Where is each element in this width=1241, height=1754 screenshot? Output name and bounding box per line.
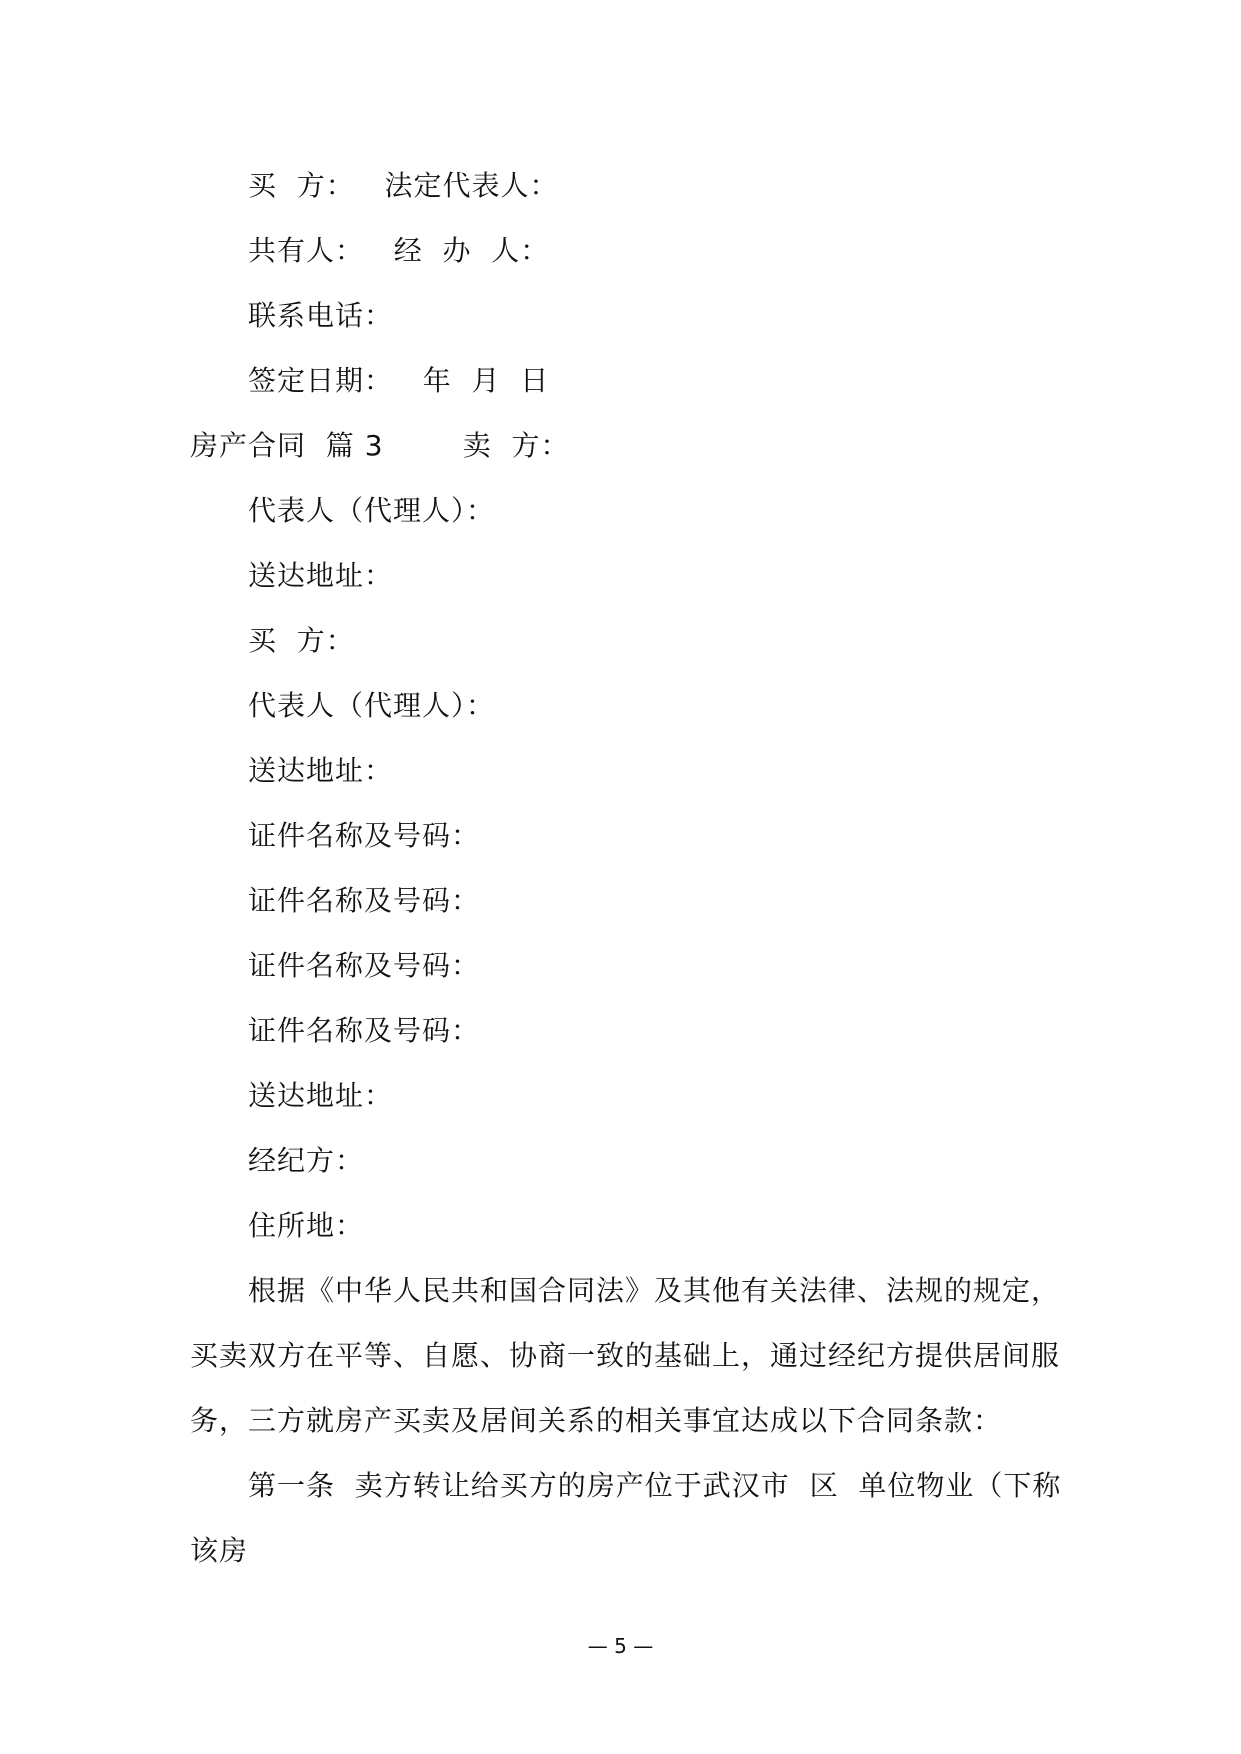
article-one-line-1: 第一条 卖方转让给买方的房产位于武汉市 区 单位物业（下称 bbox=[248, 1469, 1062, 1502]
seller-address-line: 送达地址： bbox=[248, 559, 394, 592]
buyer-line: 买 方： bbox=[248, 624, 355, 657]
residence-line: 住所地： bbox=[248, 1209, 365, 1242]
service-address-line: 送达地址： bbox=[248, 1079, 394, 1112]
page-number: — 5 — bbox=[587, 1634, 654, 1658]
article-one-line-2: 该房 bbox=[190, 1534, 249, 1567]
id-document-line-3: 证件名称及号码： bbox=[248, 949, 481, 982]
co-owner-handler-line: 共有人： 经 办 人： bbox=[248, 234, 550, 267]
id-document-line-2: 证件名称及号码： bbox=[248, 884, 481, 917]
buyer-representative-line: 代表人（代理人）： bbox=[248, 689, 496, 722]
buyer-legal-rep-line: 买 方： 法定代表人： bbox=[248, 169, 559, 202]
buyer-address-line: 送达地址： bbox=[248, 754, 394, 787]
section-heading-seller-line: 房产合同 篇 3 卖 方： bbox=[190, 429, 570, 462]
seller-representative-line: 代表人（代理人）： bbox=[248, 494, 496, 527]
paragraph-line-2: 买卖双方在平等、自愿、协商一致的基础上，通过经纪方提供居间服 bbox=[190, 1339, 1061, 1372]
id-document-line-1: 证件名称及号码： bbox=[248, 819, 481, 852]
sign-date-line: 签定日期： 年 月 日 bbox=[248, 364, 550, 397]
paragraph-line-1: 根据《中华人民共和国合同法》及其他有关法律、法规的规定， bbox=[248, 1274, 1061, 1307]
id-document-line-4: 证件名称及号码： bbox=[248, 1014, 481, 1047]
contact-phone-line: 联系电话： bbox=[248, 299, 394, 332]
paragraph-line-3: 务，三方就房产买卖及居间关系的相关事宜达成以下合同条款： bbox=[190, 1404, 1003, 1437]
broker-line: 经纪方： bbox=[248, 1144, 365, 1177]
